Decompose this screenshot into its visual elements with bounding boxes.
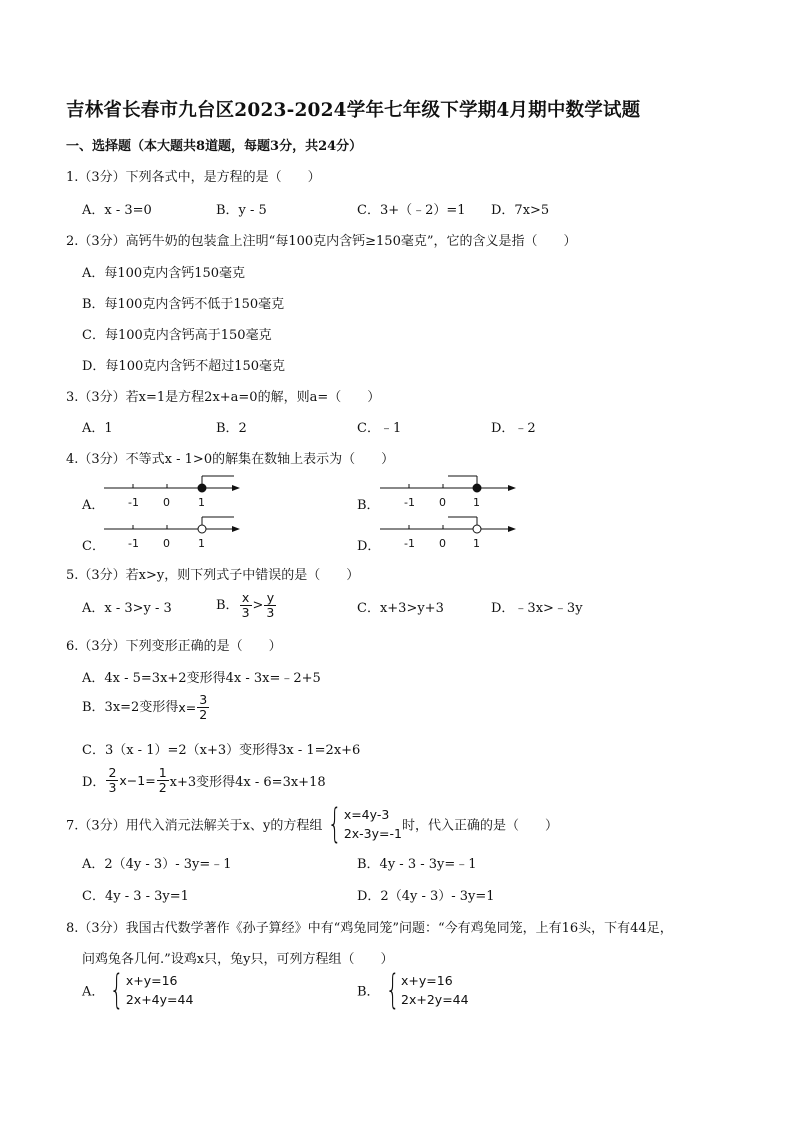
q6-option-b-text: B．3x=2变形得 bbox=[82, 700, 179, 715]
q1-option-b[interactable]: B．y - 5 bbox=[216, 203, 267, 218]
section-heading: 一、选择题（本大题共8道题，每题3分，共24分） bbox=[66, 139, 363, 154]
question-1-stem: 1.（3分）下列各式中，是方程的是（ ） bbox=[66, 170, 321, 185]
tick-label: 0 bbox=[439, 537, 446, 550]
expression: x+3变形得4x - 6=3x+18 bbox=[169, 775, 326, 790]
brace-icon: { bbox=[110, 967, 125, 1013]
tick-label: 0 bbox=[163, 537, 170, 550]
relation: > bbox=[252, 598, 264, 613]
q3-option-c[interactable]: C．﹣1 bbox=[357, 421, 402, 436]
question-4-stem: 4.（3分）不等式x - 1>0的解集在数轴上表示为（ ） bbox=[66, 452, 395, 467]
fraction: $\frac{2}{3}$ bbox=[108, 765, 117, 795]
tick-label: 1 bbox=[198, 537, 205, 550]
brace-icon: { bbox=[328, 801, 343, 847]
q5-option-d[interactable]: D．﹣3x>﹣3y bbox=[491, 601, 583, 616]
q1-option-d[interactable]: D．7x>5 bbox=[491, 203, 550, 218]
question-6-stem: 6.（3分）下列变形正确的是（ ） bbox=[66, 639, 282, 654]
q7-option-d[interactable]: D．2（4y - 3）- 3y=1 bbox=[357, 889, 495, 904]
q7-option-a[interactable]: A．2（4y - 3）- 3y=﹣1 bbox=[82, 857, 232, 872]
expression: x−1= bbox=[119, 773, 156, 788]
q1-option-a[interactable]: A．x - 3=0 bbox=[82, 203, 152, 218]
q7-option-b[interactable]: B．4y - 3 - 3y=﹣1 bbox=[357, 857, 477, 872]
q3-option-b[interactable]: B．2 bbox=[216, 421, 247, 436]
q4-option-c-label[interactable]: C． bbox=[82, 539, 105, 554]
tick-label: -1 bbox=[404, 496, 415, 509]
question-8-stem-line2: 问鸡兔各几何.”设鸡x只，兔y只，可列方程组（ ） bbox=[82, 952, 394, 967]
number-line-a bbox=[100, 470, 245, 516]
brace-icon: { bbox=[385, 967, 400, 1013]
q2-option-c[interactable]: C．每100克内含钙高于150毫克 bbox=[82, 328, 272, 343]
question-7-stem bbox=[66, 801, 558, 847]
number-line-b bbox=[376, 470, 521, 516]
q2-option-b[interactable]: B．每100克内含钙不低于150毫克 bbox=[82, 297, 285, 312]
tick-label: -1 bbox=[128, 537, 139, 550]
q1-option-c[interactable]: C．3+（﹣2）=1 bbox=[357, 203, 466, 218]
tick-label: 1 bbox=[473, 537, 480, 550]
fraction: $\frac{y}{3}$ bbox=[266, 590, 275, 620]
q6-option-b[interactable] bbox=[82, 693, 210, 722]
q7-option-c[interactable]: C．4y - 3 - 3y=1 bbox=[82, 889, 189, 904]
q4-option-b-label[interactable]: B． bbox=[357, 498, 380, 513]
fraction: $\frac{x}{3}$ bbox=[241, 590, 250, 620]
q8-option-b-label: B． bbox=[357, 984, 380, 1000]
tick-label: 1 bbox=[198, 496, 205, 509]
fraction: $\frac{1}{2}$ bbox=[158, 765, 167, 795]
question-5-stem: 5.（3分）若x>y，则下列式子中错误的是（ ） bbox=[66, 568, 360, 583]
variable: x= bbox=[178, 700, 197, 715]
q4-option-a-label[interactable]: A． bbox=[82, 498, 105, 513]
number-line-d bbox=[376, 511, 521, 557]
q5-option-b[interactable] bbox=[216, 591, 277, 620]
q8-option-a-label: A． bbox=[82, 984, 105, 1000]
q5-option-a[interactable]: A．x - 3>y - 3 bbox=[82, 601, 172, 616]
q2-option-d[interactable]: D．每100克内含钙不超过150毫克 bbox=[82, 359, 286, 374]
tick-label: 1 bbox=[473, 496, 480, 509]
q5-option-c[interactable]: C．x+3>y+3 bbox=[357, 601, 444, 616]
equation-system: x=4y-3 2x-3y=-1 bbox=[343, 807, 402, 841]
tick-label: -1 bbox=[128, 496, 139, 509]
q6-option-c[interactable]: C．3（x - 1）=2（x+3）变形得3x - 1=2x+6 bbox=[82, 743, 361, 758]
tick-label: -1 bbox=[404, 537, 415, 550]
page-title: 吉林省长春市九台区2023-2024学年七年级下学期4月期中数学试题 bbox=[66, 100, 641, 121]
q2-option-a[interactable]: A．每100克内含钙150毫克 bbox=[82, 266, 246, 281]
q3-option-d[interactable]: D．﹣2 bbox=[491, 421, 536, 436]
q5-option-b-label: B． bbox=[216, 598, 239, 613]
q4-option-d-label[interactable]: D． bbox=[357, 539, 381, 554]
tick-label: 0 bbox=[439, 496, 446, 509]
question-3-stem: 3.（3分）若x=1是方程2x+a=0的解，则a=（ ） bbox=[66, 390, 381, 405]
question-2-stem: 2.（3分）高钙牛奶的包装盒上注明“每100克内含钙≥150毫克”，它的含义是指（ ） bbox=[66, 234, 577, 249]
stem-text: 时，代入正确的是（ ） bbox=[401, 818, 558, 834]
q6-option-d[interactable] bbox=[82, 766, 326, 795]
equation-system: x+y=16 2x+4y=44 bbox=[125, 973, 194, 1007]
q3-option-a[interactable]: A．1 bbox=[82, 421, 113, 436]
q8-option-a[interactable] bbox=[82, 967, 194, 1013]
fraction: $\frac{3}{2}$ bbox=[199, 692, 208, 722]
stem-text: 7.（3分）用代入消元法解关于x、y的方程组 bbox=[66, 818, 323, 834]
equation-system: x+y=16 2x+2y=44 bbox=[401, 973, 469, 1007]
number-line-c bbox=[100, 511, 245, 557]
tick-label: 0 bbox=[163, 496, 170, 509]
q6-option-d-label: D． bbox=[82, 775, 106, 790]
question-8-stem-line1: 8.（3分）我国古代数学著作《孙子算经》中有“鸡兔同笼”问题：“今有鸡兔同笼，上有16头，下有44足， bbox=[66, 921, 673, 936]
q8-option-b[interactable] bbox=[357, 967, 469, 1013]
q6-option-a[interactable]: A．4x - 5=3x+2变形得4x - 3x=﹣2+5 bbox=[82, 671, 321, 686]
